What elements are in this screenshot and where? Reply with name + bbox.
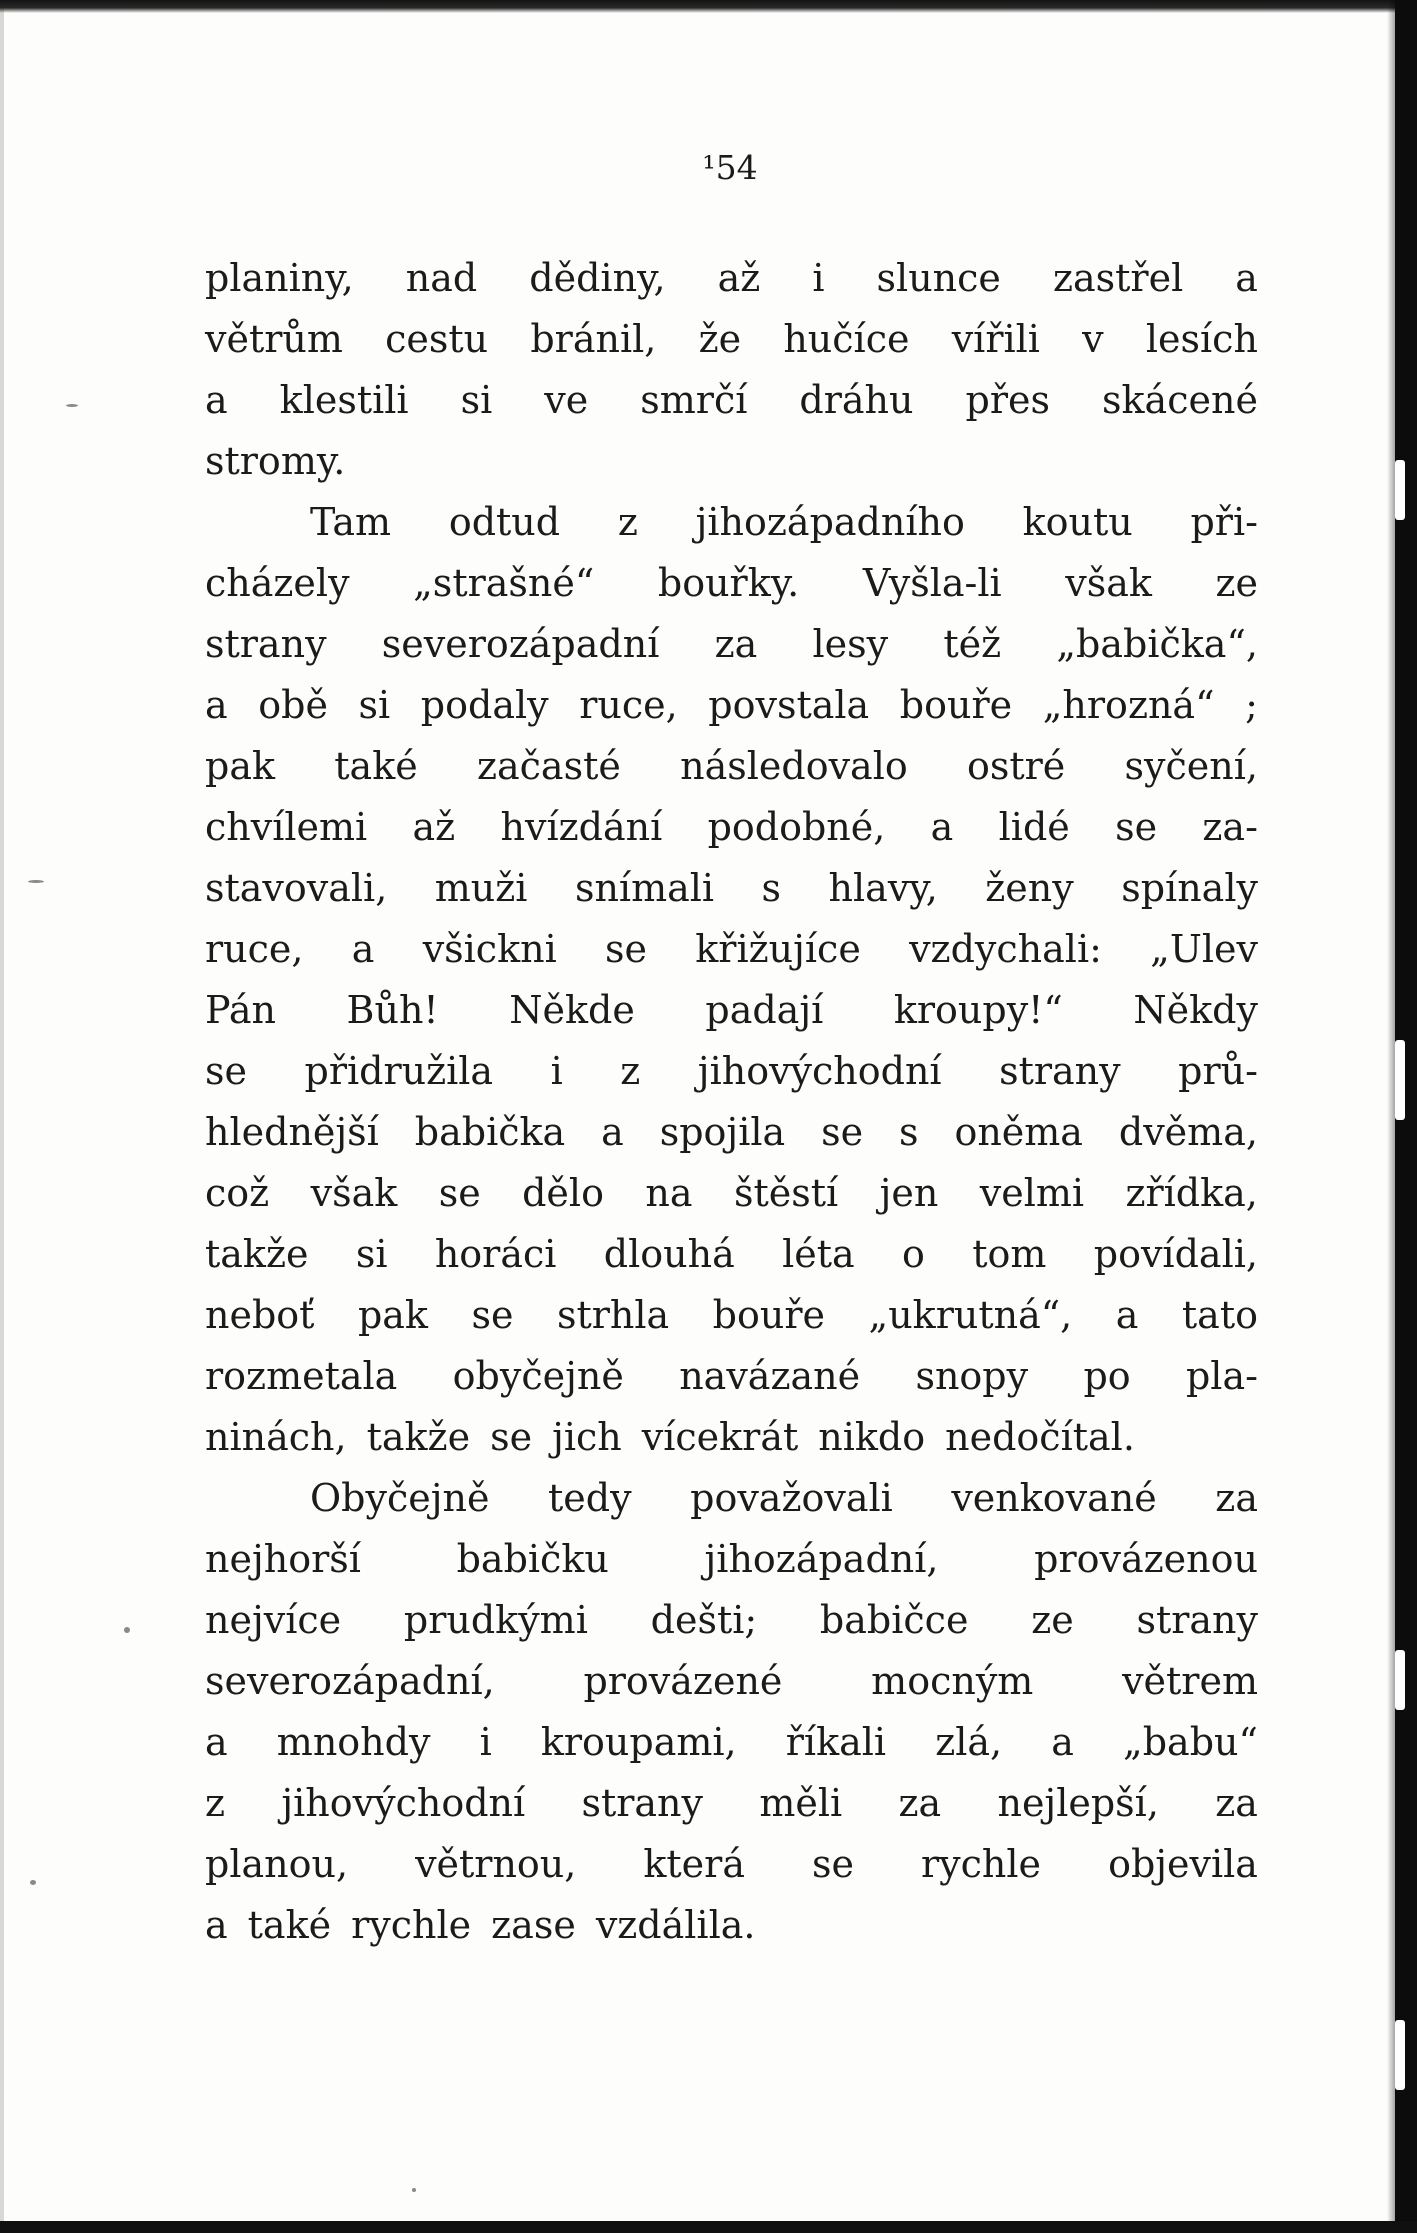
word: křižujíce <box>695 927 861 971</box>
word: stromy. <box>205 439 346 483</box>
word: strany <box>1136 1598 1258 1642</box>
word: takže <box>366 1415 471 1459</box>
word: „Ulev <box>1150 927 1258 971</box>
word: severozápadní <box>381 622 660 666</box>
word: navázané <box>679 1354 861 1398</box>
word: pla- <box>1185 1354 1258 1398</box>
text-line <box>205 1041 1258 1102</box>
word: planou, <box>205 1842 349 1886</box>
page-number: ¹54 <box>702 148 758 187</box>
word: po <box>1083 1354 1131 1398</box>
word: nedočítal. <box>945 1415 1135 1459</box>
text-line <box>205 309 1258 370</box>
word: také <box>334 744 418 788</box>
word: a <box>1235 256 1258 300</box>
word: také <box>247 1903 332 1947</box>
word: až <box>717 256 761 300</box>
word: zlá, <box>935 1720 1003 1764</box>
word: což <box>205 1171 270 1215</box>
word: podobné, <box>707 805 886 849</box>
word: obě <box>258 683 328 727</box>
word: muži <box>434 866 528 910</box>
word: padají <box>705 988 824 1032</box>
word: lesích <box>1145 317 1258 361</box>
word: klestili <box>279 378 409 422</box>
text-line <box>205 980 1258 1041</box>
word: hlednější <box>205 1110 379 1154</box>
text-line <box>205 1529 1258 1590</box>
word: v <box>1082 317 1104 361</box>
word: „hrozná“ <box>1042 683 1215 727</box>
word: ve <box>544 378 589 422</box>
word: mocným <box>871 1659 1034 1703</box>
scan-speck <box>124 1627 130 1633</box>
word: přidružila <box>304 1049 494 1093</box>
text-line <box>205 675 1258 736</box>
word: jihovýchodní <box>697 1049 942 1093</box>
word: neboť <box>205 1293 315 1337</box>
word: tedy <box>548 1476 632 1520</box>
word: odtud <box>448 500 561 544</box>
word: pak <box>205 744 276 788</box>
text-line <box>205 1651 1258 1712</box>
word: ; <box>1245 683 1258 727</box>
word: a <box>205 1903 228 1947</box>
word: přes <box>965 378 1050 422</box>
word: zastřel <box>1052 256 1184 300</box>
word: babičce <box>819 1598 969 1642</box>
word: dráhu <box>799 378 914 422</box>
word: „ukrutná“, <box>868 1293 1073 1337</box>
word: která <box>643 1842 745 1886</box>
word: tato <box>1181 1293 1258 1337</box>
word: se <box>471 1293 514 1337</box>
word: strany <box>999 1049 1121 1093</box>
body-text <box>205 248 1258 1956</box>
word: i <box>479 1720 492 1764</box>
word: a <box>205 683 228 727</box>
word: štěstí <box>733 1171 839 1215</box>
word: tom <box>972 1232 1047 1276</box>
word: spínaly <box>1121 866 1258 910</box>
word: mnohdy <box>276 1720 431 1764</box>
word: ruce, <box>205 927 304 971</box>
word: se <box>821 1110 864 1154</box>
text-line <box>205 370 1258 431</box>
word: venkované <box>951 1476 1157 1520</box>
word: lesy <box>812 622 889 666</box>
text-line <box>205 1773 1258 1834</box>
scan-speck <box>30 1880 36 1885</box>
word: snopy <box>915 1354 1029 1398</box>
word: až <box>412 805 456 849</box>
word: Někde <box>509 988 635 1032</box>
word: oněma <box>954 1110 1083 1154</box>
word: provázenou <box>1034 1537 1258 1581</box>
word: objevila <box>1108 1842 1258 1886</box>
text-line <box>205 1712 1258 1773</box>
text-line <box>205 858 1258 919</box>
word: rychle <box>351 1903 472 1947</box>
word: a <box>1115 1293 1139 1337</box>
word: povídali, <box>1093 1232 1258 1276</box>
word: dělo <box>522 1171 604 1215</box>
word: a <box>1051 1720 1074 1764</box>
word: s <box>899 1110 919 1154</box>
word: z <box>620 1049 641 1093</box>
word: se <box>490 1415 533 1459</box>
word: obyčejně <box>452 1354 624 1398</box>
text-line <box>205 431 1258 492</box>
word: bránil, <box>530 317 657 361</box>
word: za <box>1215 1781 1258 1825</box>
word: a <box>205 378 228 422</box>
word: a <box>205 1720 228 1764</box>
text-line <box>205 1895 1258 1956</box>
word: cházely <box>205 561 350 605</box>
word: nejvíce <box>205 1598 342 1642</box>
word: jihovýchodní <box>281 1781 526 1825</box>
word: jihozápadní, <box>704 1537 939 1581</box>
word: strhla <box>556 1293 670 1337</box>
text-line <box>205 1407 1258 1468</box>
word: bouřky. <box>657 561 800 605</box>
word: z <box>617 500 638 544</box>
word: i <box>550 1049 563 1093</box>
word: ostré <box>966 744 1066 788</box>
word: ze <box>1215 561 1258 605</box>
word: následovalo <box>680 744 908 788</box>
word: se <box>205 1049 247 1093</box>
word: za <box>1215 1476 1258 1520</box>
word: „babička“, <box>1056 622 1258 666</box>
word: o <box>902 1232 925 1276</box>
scan-speck <box>28 880 44 883</box>
word: větrům <box>205 317 343 361</box>
word: „strašné“ <box>413 561 595 605</box>
word: začasté <box>476 744 621 788</box>
word: babičku <box>456 1537 609 1581</box>
word: ninách, <box>205 1415 347 1459</box>
word: horáci <box>434 1232 557 1276</box>
word: Tam <box>310 500 392 544</box>
word: za- <box>1202 805 1258 849</box>
word: s <box>761 866 782 910</box>
text-line <box>205 614 1258 675</box>
text-line <box>205 1102 1258 1163</box>
right-border-shadow <box>1387 0 1395 2233</box>
word: skácené <box>1102 378 1258 422</box>
word: bouře <box>712 1293 826 1337</box>
word: prů- <box>1178 1049 1258 1093</box>
word: nejhorší <box>205 1537 361 1581</box>
word: lidé <box>998 805 1070 849</box>
word: hučíce <box>783 317 910 361</box>
text-line <box>205 1163 1258 1224</box>
word: dlouhá <box>603 1232 735 1276</box>
word: Bůh! <box>346 988 439 1032</box>
word: pak <box>357 1293 428 1337</box>
word: hvízdání <box>500 805 663 849</box>
word: strany <box>581 1781 704 1825</box>
word: planiny, <box>205 256 354 300</box>
word: kroupami, <box>540 1720 737 1764</box>
word: jich <box>552 1415 622 1459</box>
word: syčení, <box>1124 744 1258 788</box>
word: též <box>943 622 1002 666</box>
word: se <box>1115 805 1158 849</box>
border-notch <box>1395 1040 1405 1120</box>
word: cestu <box>385 317 489 361</box>
word: větrem <box>1122 1659 1258 1703</box>
word: spojila <box>659 1110 786 1154</box>
word: kroupy!“ <box>893 988 1063 1032</box>
text-line <box>205 1590 1258 1651</box>
word: rychle <box>921 1842 1042 1886</box>
word: babička <box>414 1110 566 1154</box>
word: severozápadní, <box>205 1659 495 1703</box>
word: však <box>1065 561 1152 605</box>
border-notch <box>1395 2020 1405 2090</box>
text-line <box>205 797 1258 858</box>
word: Vyšla-li <box>862 561 1002 605</box>
word: takže <box>205 1232 309 1276</box>
text-line <box>205 1468 1258 1529</box>
word: dešti; <box>650 1598 758 1642</box>
word: všickni <box>422 927 557 971</box>
word: strany <box>205 622 327 666</box>
word: říkali <box>785 1720 887 1764</box>
word: nejlepší, <box>997 1781 1159 1825</box>
word: si <box>355 1232 388 1276</box>
text-line <box>205 1285 1258 1346</box>
text-line <box>205 736 1258 797</box>
word: slunce <box>876 256 1001 300</box>
word: ze <box>1031 1598 1074 1642</box>
word: a <box>930 805 954 849</box>
scan-speck <box>66 404 78 407</box>
word: za <box>898 1781 942 1825</box>
word: koutu <box>1022 500 1133 544</box>
word: považovali <box>690 1476 893 1520</box>
word: i <box>812 256 825 300</box>
word: stavovali, <box>205 866 388 910</box>
word: snímali <box>574 866 715 910</box>
word: rozmetala <box>205 1354 398 1398</box>
word: a <box>351 927 375 971</box>
word: ruce, <box>579 683 678 727</box>
word: chvílemi <box>205 805 368 849</box>
word: jihozápadního <box>695 500 965 544</box>
bottom-scan-border <box>0 2221 1417 2233</box>
word: vířili <box>951 317 1040 361</box>
word: zřídka, <box>1125 1171 1258 1215</box>
word: a <box>601 1110 624 1154</box>
word: nad <box>405 256 478 300</box>
text-line <box>205 919 1258 980</box>
word: se <box>438 1171 481 1215</box>
word: zase <box>491 1903 576 1947</box>
word: při- <box>1190 500 1258 544</box>
word: provázené <box>583 1659 783 1703</box>
border-notch <box>1395 1650 1405 1710</box>
word: nikdo <box>818 1415 926 1459</box>
word: vzdálila. <box>595 1903 756 1947</box>
word: Pán <box>205 988 276 1032</box>
word: však <box>310 1171 398 1215</box>
word: ženy <box>985 866 1074 910</box>
word: prudkými <box>403 1598 588 1642</box>
word: dvěma, <box>1118 1110 1258 1154</box>
text-line <box>205 1224 1258 1285</box>
word: se <box>812 1842 854 1886</box>
word: Někdy <box>1133 988 1258 1032</box>
text-line <box>205 553 1258 614</box>
word: léta <box>782 1232 855 1276</box>
left-page-edge <box>0 0 4 2233</box>
word: si <box>460 378 493 422</box>
word: na <box>645 1171 693 1215</box>
word: si <box>358 683 391 727</box>
text-line <box>205 492 1258 553</box>
word: vzdychali: <box>909 927 1102 971</box>
text-line <box>205 1346 1258 1407</box>
word: bouře <box>899 683 1013 727</box>
word: velmi <box>979 1171 1085 1215</box>
top-scan-border <box>0 0 1417 13</box>
word: za <box>714 622 758 666</box>
word: povstala <box>708 683 870 727</box>
word: podaly <box>420 683 549 727</box>
word: měli <box>759 1781 843 1825</box>
scan-speck <box>412 2188 416 2192</box>
word: „babu“ <box>1123 1720 1258 1764</box>
word: jen <box>879 1171 939 1215</box>
word: dědiny, <box>529 256 666 300</box>
word: Obyčejně <box>310 1476 490 1520</box>
word: hlavy, <box>828 866 938 910</box>
word: větrnou, <box>415 1842 577 1886</box>
word: z <box>205 1781 226 1825</box>
border-notch <box>1395 460 1405 520</box>
word: smrčí <box>640 378 748 422</box>
word: že <box>698 317 742 361</box>
word: se <box>605 927 648 971</box>
text-line <box>205 248 1258 309</box>
word: vícekrát <box>641 1415 799 1459</box>
text-line <box>205 1834 1258 1895</box>
